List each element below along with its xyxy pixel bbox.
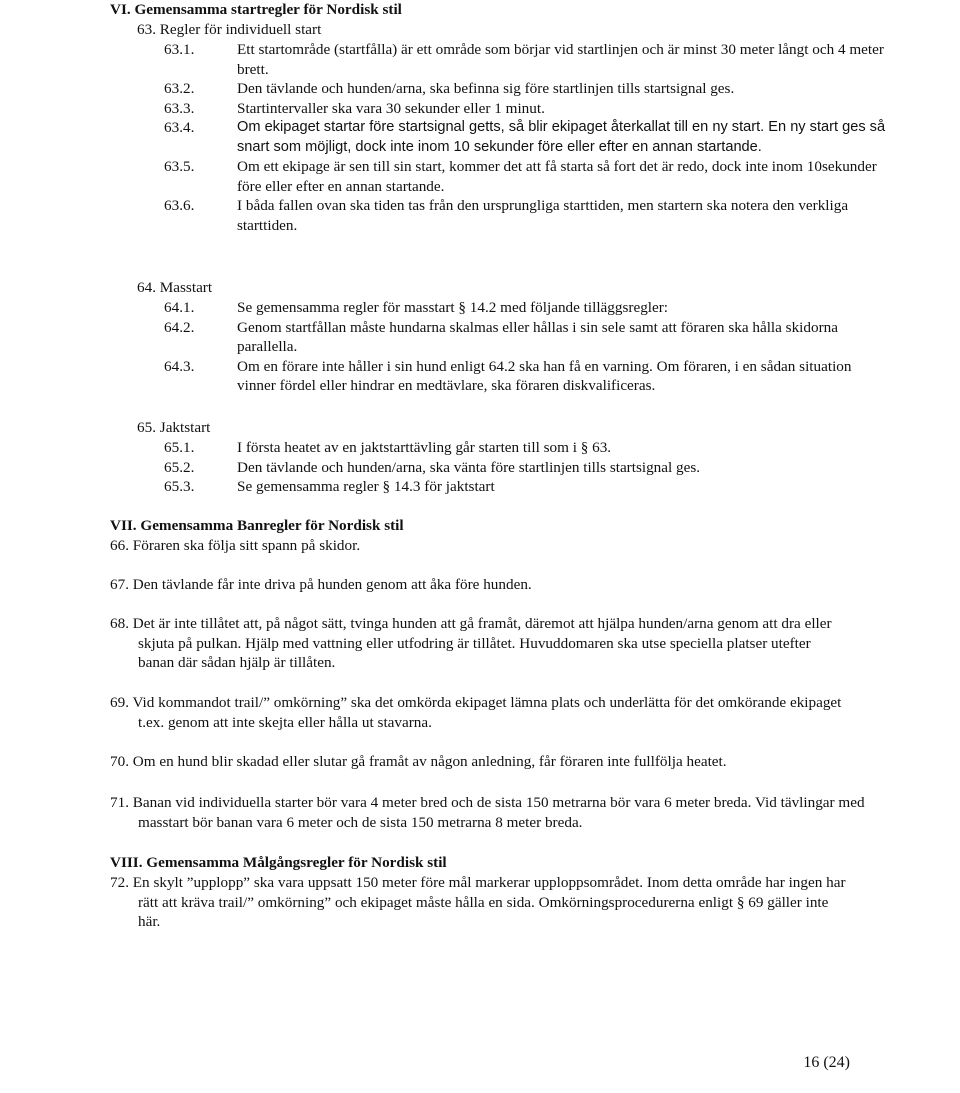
rule-text: I båda fallen ovan ska tiden tas från den ursprungliga starttiden, men startern ska notera den verkliga starttiden. — [237, 197, 849, 234]
subheading-65-text: 65. Jaktstart — [137, 419, 211, 436]
rule-text: Startintervaller ska vara 30 sekunder eller 1 minut. — [237, 99, 545, 117]
subheading-63 — [110, 20, 950, 40]
rule-64-3 — [164, 357, 892, 396]
section-heading-vi: VI. Gemensamma startregler för Nordisk stil — [110, 1, 402, 18]
rule-66: 66. Föraren ska följa sitt spann på skidor. — [110, 537, 361, 554]
rule-65-3 — [164, 477, 892, 497]
rule-text: Den tävlande och hunden/arna, ska vänta före startlinjen tills startsignal ges. — [237, 458, 701, 476]
rule-64-2 — [164, 318, 892, 357]
rule-63-6 — [164, 196, 892, 235]
rule-63-2 — [164, 79, 892, 99]
subheading-64-text: 64. Masstart — [137, 279, 213, 296]
rule-number: 65.2. — [164, 458, 195, 476]
subheading-64 — [110, 278, 950, 298]
rule-text: I första heatet av en jaktstarttävling går starten till som i § 63. — [237, 439, 612, 456]
rule-text: Om en förare inte håller i sin hund enligt 64.2 ska han få en varning. Om föraren, i en sådan situation vinner fördel eller hindrar en medtävlare, ska föraren diskvalificeras. — [237, 357, 852, 394]
rule-text: Ett startområde (startfålla) är ett område som börjar vid startlinjen och är minst 30 meter långt och 4 meter brett. — [237, 41, 884, 78]
rule-number: 63.4. — [164, 119, 195, 136]
rule-70: 70. Om en hund blir skadad eller slutar gå framåt av någon anledning, får föraren inte fullfölja heatet. — [110, 753, 727, 770]
rule-text: Om ekipaget startar före startsignal getts, så blir ekipaget återkallat till en ny start. En ny start ges så snart som möjligt, dock inte inom 10 sekunder före eller efter en annan startande. — [237, 119, 886, 155]
rule-text: Se gemensamma regler för masstart § 14.2 med följande tilläggsregler: — [237, 299, 669, 316]
rule-64-1 — [164, 298, 892, 318]
rule-text: Den tävlande och hunden/arna, ska befinna sig före startlinjen tills startsignal ges. — [237, 80, 735, 97]
section-heading-viii: VIII. Gemensamma Målgångsregler för Nordisk stil — [110, 854, 447, 871]
rule-72: 72. En skylt ”upplopp” ska vara uppsatt 150 meter före mål markerar upploppsområdet. Inom detta område har ingen har rätt att kräva trail/” omkörning” och ekipaget måste hålla en sida. Omkörningsprocedurerna enligt § 69 gäller inte här. — [110, 874, 846, 930]
rule-69: 69. Vid kommandot trail/” omkörning” ska det omkörda ekipaget lämna plats och underlätta för det omkörande ekipaget t.ex. genom att inte skejta eller hålla ut stavarna. — [110, 694, 842, 731]
rule-number: 64.1. — [164, 299, 195, 316]
rule-number: 63.3. — [164, 99, 195, 117]
rule-list-63 — [164, 40, 892, 235]
rule-63-5 — [164, 157, 892, 196]
rule-number: 65.1. — [164, 439, 195, 456]
rule-text: Se gemensamma regler § 14.3 för jaktstart — [237, 478, 495, 495]
page-number: 16 (24) — [803, 1054, 850, 1071]
rule-number: 63.5. — [164, 158, 195, 175]
rule-list-64 — [164, 298, 892, 396]
rule-number: 63.6. — [164, 197, 195, 214]
rule-67: 67. Den tävlande får inte driva på hunden genom att åka före hunden. — [110, 576, 532, 593]
section-heading-vii: VII. Gemensamma Banregler för Nordisk stil — [110, 517, 404, 534]
rule-text: Om ett ekipage är sen till sin start, kommer det att få starta så fort det är redo, dock inte inom 10sekunder före eller efter en annan startande. — [237, 158, 877, 195]
subheading-63-text: 63. Regler för individuell start — [137, 21, 322, 38]
rule-text: Genom startfållan måste hundarna skalmas eller hållas i sin sele samt att föraren ska hålla skidorna parallella. — [237, 318, 838, 355]
rule-number: 64.2. — [164, 318, 195, 336]
rule-63-4 — [164, 118, 892, 157]
rule-68: 68. Det är inte tillåtet att, på något sätt, tvinga hunden att gå framåt, däremot att hjälpa hunden/arna genom att dra eller skjuta på pulkan. Hjälp med vattning eller utfodring är tillåtet. Huvuddomaren ska utse speciella platser utefter banan där sådan hjälp är tillåten. — [110, 615, 832, 671]
subheading-65 — [110, 418, 950, 438]
rule-63-1 — [164, 40, 892, 79]
rule-number: 63.1. — [164, 41, 195, 58]
rule-number: 65.3. — [164, 478, 195, 495]
rule-65-1 — [164, 438, 892, 458]
rule-65-2 — [164, 458, 892, 478]
rule-number: 63.2. — [164, 80, 195, 97]
rule-71: 71. Banan vid individuella starter bör vara 4 meter bred och de sista 150 metrarna bör vara 6 meter breda. Vid tävlingar med masstart bör banan vara 6 meter och de sista 150 metrarna 8 meter breda. — [110, 794, 865, 831]
rule-number: 64.3. — [164, 357, 195, 375]
rule-list-65 — [164, 438, 892, 497]
rule-63-3 — [164, 99, 892, 119]
